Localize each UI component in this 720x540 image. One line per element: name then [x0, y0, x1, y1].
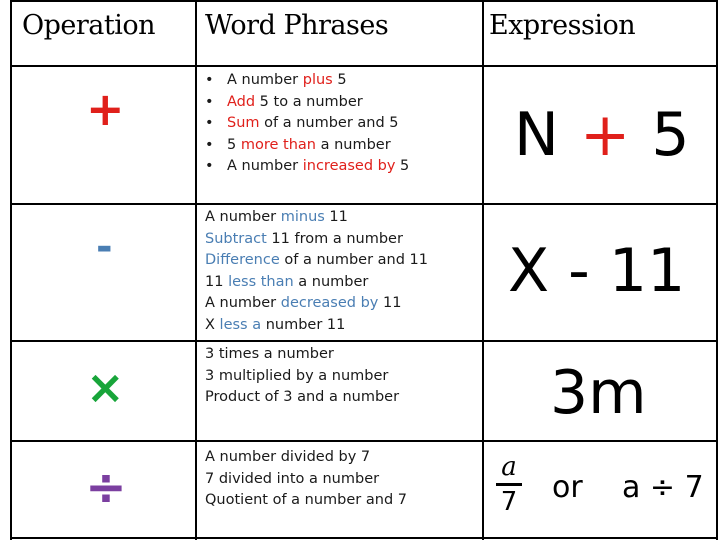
table-border-bottom — [10, 537, 718, 539]
table-border-left — [10, 0, 12, 540]
list-item: Subtract 11 from a number — [205, 230, 403, 247]
add-expression: N + 5 — [514, 100, 691, 170]
divide-alt-expression: a ÷ 7 — [622, 470, 704, 505]
multiply-phrase-list — [205, 344, 399, 409]
row-divider-1 — [10, 203, 718, 205]
list-item: Product of 3 and a number — [205, 389, 400, 406]
minus-icon: - — [96, 224, 113, 270]
list-item: A number divided by 7 — [205, 449, 371, 465]
times-icon: × — [86, 360, 125, 414]
table-border-right — [716, 0, 718, 540]
table-divider-1 — [195, 0, 197, 540]
list-item: • Sum of a number and 5 — [205, 115, 399, 132]
list-item: • Add 5 to a number — [205, 93, 363, 110]
table-border-top — [10, 0, 718, 2]
table-divider-2 — [482, 0, 484, 540]
divide-phrase-list — [205, 447, 407, 512]
list-item: 7 divided into a number — [205, 470, 380, 487]
list-item: Difference of a number and 11 — [205, 252, 428, 269]
multiply-expression: 3m — [550, 358, 647, 428]
fraction-numerator: a — [501, 452, 517, 482]
header-word-phrases: Word Phrases — [205, 10, 389, 41]
plus-icon: + — [86, 82, 125, 136]
list-item: X less a number 11 — [205, 316, 346, 333]
list-item: A number decreased by 11 — [205, 295, 402, 312]
divide-icon: ÷ — [85, 458, 127, 516]
list-item: Quotient of a number and 7 — [205, 492, 407, 509]
subtract-expression: X - 11 — [508, 236, 686, 306]
header-expression: Expression — [489, 10, 636, 41]
list-item: • A number increased by 5 — [205, 158, 410, 175]
list-item: 11 less than a number — [205, 273, 369, 290]
list-item: • A number plus 5 — [205, 72, 347, 88]
subtract-phrase-list — [205, 207, 428, 337]
fraction-denominator: 7 — [500, 487, 518, 517]
list-item: • 5 more than a number — [205, 136, 391, 153]
add-phrase-list — [205, 70, 409, 178]
header-divider — [10, 65, 718, 67]
fraction-bar — [496, 483, 522, 486]
divide-fraction — [496, 452, 522, 517]
header-operation: Operation — [22, 10, 156, 41]
divide-or-text: or — [552, 470, 583, 505]
list-item: 3 multiplied by a number — [205, 367, 389, 384]
list-item: 3 times a number — [205, 346, 334, 362]
list-item: A number minus 11 — [205, 209, 348, 225]
row-divider-2 — [10, 340, 718, 342]
row-divider-3 — [10, 440, 718, 442]
